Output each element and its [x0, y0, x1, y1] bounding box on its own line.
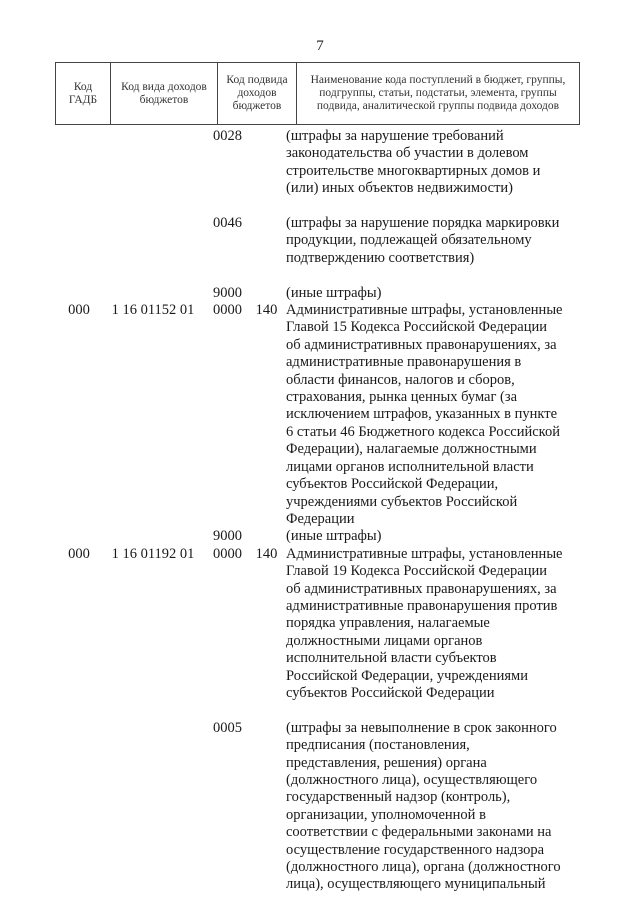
gadb-cell: 000 [68, 302, 90, 319]
income-type-cell: 1 16 01192 01 [111, 545, 195, 562]
name-line: Административные штрафы, установленные [286, 545, 563, 562]
subtype-cell: 9000 [213, 528, 242, 545]
name-line: Главой 19 Кодекса Российской Федерации [286, 563, 547, 580]
subtype-cell: 0000 [213, 302, 242, 319]
page-number: 7 [316, 38, 324, 54]
name-line: государственный надзор (контроль), [286, 789, 511, 806]
name-line: Административные штрафы, установленные [286, 302, 563, 319]
name-line: строительстве многоквартирных домов и [286, 162, 541, 179]
subtype-cell: 0005 [213, 719, 242, 736]
analytic-group-cell: 140 [255, 545, 278, 562]
name-cell [284, 215, 576, 267]
name-line: исключением штрафов, указанных в пункте [286, 406, 558, 423]
name-cell [284, 128, 576, 198]
header-gadb: Код ГАДБ [56, 63, 111, 125]
subtype-cell: 0000 [213, 545, 242, 562]
name-line: Федерации [286, 510, 355, 527]
header-income-type-code: Код вида доходов бюджетов [111, 63, 218, 125]
name-line: об административных правонарушениях, за [286, 580, 557, 597]
name-line: предписания (постановления, [286, 737, 470, 754]
gadb-cell: 000 [68, 545, 90, 562]
name-line: Федерации), налагаемые должностными [286, 441, 537, 458]
name-line: (штрафы за нарушение порядка маркировки [286, 215, 560, 232]
header-code-name: Наименование кода поступлений в бюджет, группы, подгруппы, статьи, подстатьи, элемента, группы подвида, аналитической группы подвида доходов [297, 63, 580, 125]
analytic-group-cell: 140 [255, 302, 278, 319]
name-cell [284, 528, 576, 545]
table-row [0, 720, 640, 894]
table-row [0, 285, 640, 302]
name-cell [284, 720, 576, 894]
name-line: субъектов Российской Федерации, [286, 476, 499, 493]
subtype-cell: 0046 [213, 215, 242, 232]
name-cell [284, 285, 576, 302]
name-cell [284, 546, 576, 703]
table-header [55, 62, 580, 125]
name-line: административные правонарушения в [286, 354, 522, 371]
name-line: осуществление государственного надзора [286, 841, 545, 858]
name-line: порядка управления, налагаемые [286, 615, 490, 632]
income-type-cell: 1 16 01152 01 [111, 302, 195, 319]
name-line: исполнительной власти субъектов [286, 650, 497, 667]
name-line: лица), осуществляющего муниципальный [286, 876, 546, 893]
name-line: представления, решения) органа [286, 754, 487, 771]
name-line: учреждениями субъектов Российской [286, 493, 518, 510]
name-line: (или) иных объектов недвижимости) [286, 180, 514, 197]
name-line: продукции, подлежащей обязательному [286, 232, 532, 249]
subtype-cell: 9000 [213, 284, 242, 301]
name-line: субъектов Российской Федерации [286, 684, 495, 701]
subtype-cell: 0028 [213, 128, 242, 144]
name-line: об административных правонарушениях, за [286, 336, 557, 353]
name-line: лицами органов исполнительной власти [286, 458, 534, 475]
header-income-subtype-code: Код подвида доходов бюджетов [218, 63, 297, 125]
name-line: 6 статьи 46 Бюджетного кодекса Российской [286, 423, 560, 440]
name-cell [284, 302, 576, 528]
name-line: (иные штрафы) [286, 284, 382, 301]
table-row [0, 215, 640, 267]
name-line: административные правонарушения против [286, 597, 558, 614]
name-line: подтверждению соответствия) [286, 249, 475, 266]
table-row [0, 546, 640, 703]
name-line: должностными лицами органов [286, 632, 483, 649]
name-line: Российской Федерации, учреждениями [286, 667, 528, 684]
table-row [0, 528, 640, 545]
name-line: (штрафы за нарушение требований [286, 128, 504, 144]
name-line: (иные штрафы) [286, 528, 382, 545]
name-line: Главой 15 Кодекса Российской Федерации [286, 319, 547, 336]
name-line: (должностного лица), осуществляющего [286, 771, 538, 788]
table-row [0, 302, 640, 528]
table-row [0, 128, 640, 198]
name-line: (должностного лица), органа (должностного [286, 859, 561, 876]
name-line: организации, уполномоченной в [286, 806, 486, 823]
name-line: страхования, рынка ценных бумаг (за [286, 389, 518, 406]
name-line: (штрафы за невыполнение в срок законного [286, 719, 557, 736]
name-line: области финансов, налогов и сборов, [286, 371, 515, 388]
name-line: соответствии с федеральными законами на [286, 824, 552, 841]
name-line: законодательства об участии в долевом [286, 145, 529, 162]
table-body [0, 128, 640, 894]
